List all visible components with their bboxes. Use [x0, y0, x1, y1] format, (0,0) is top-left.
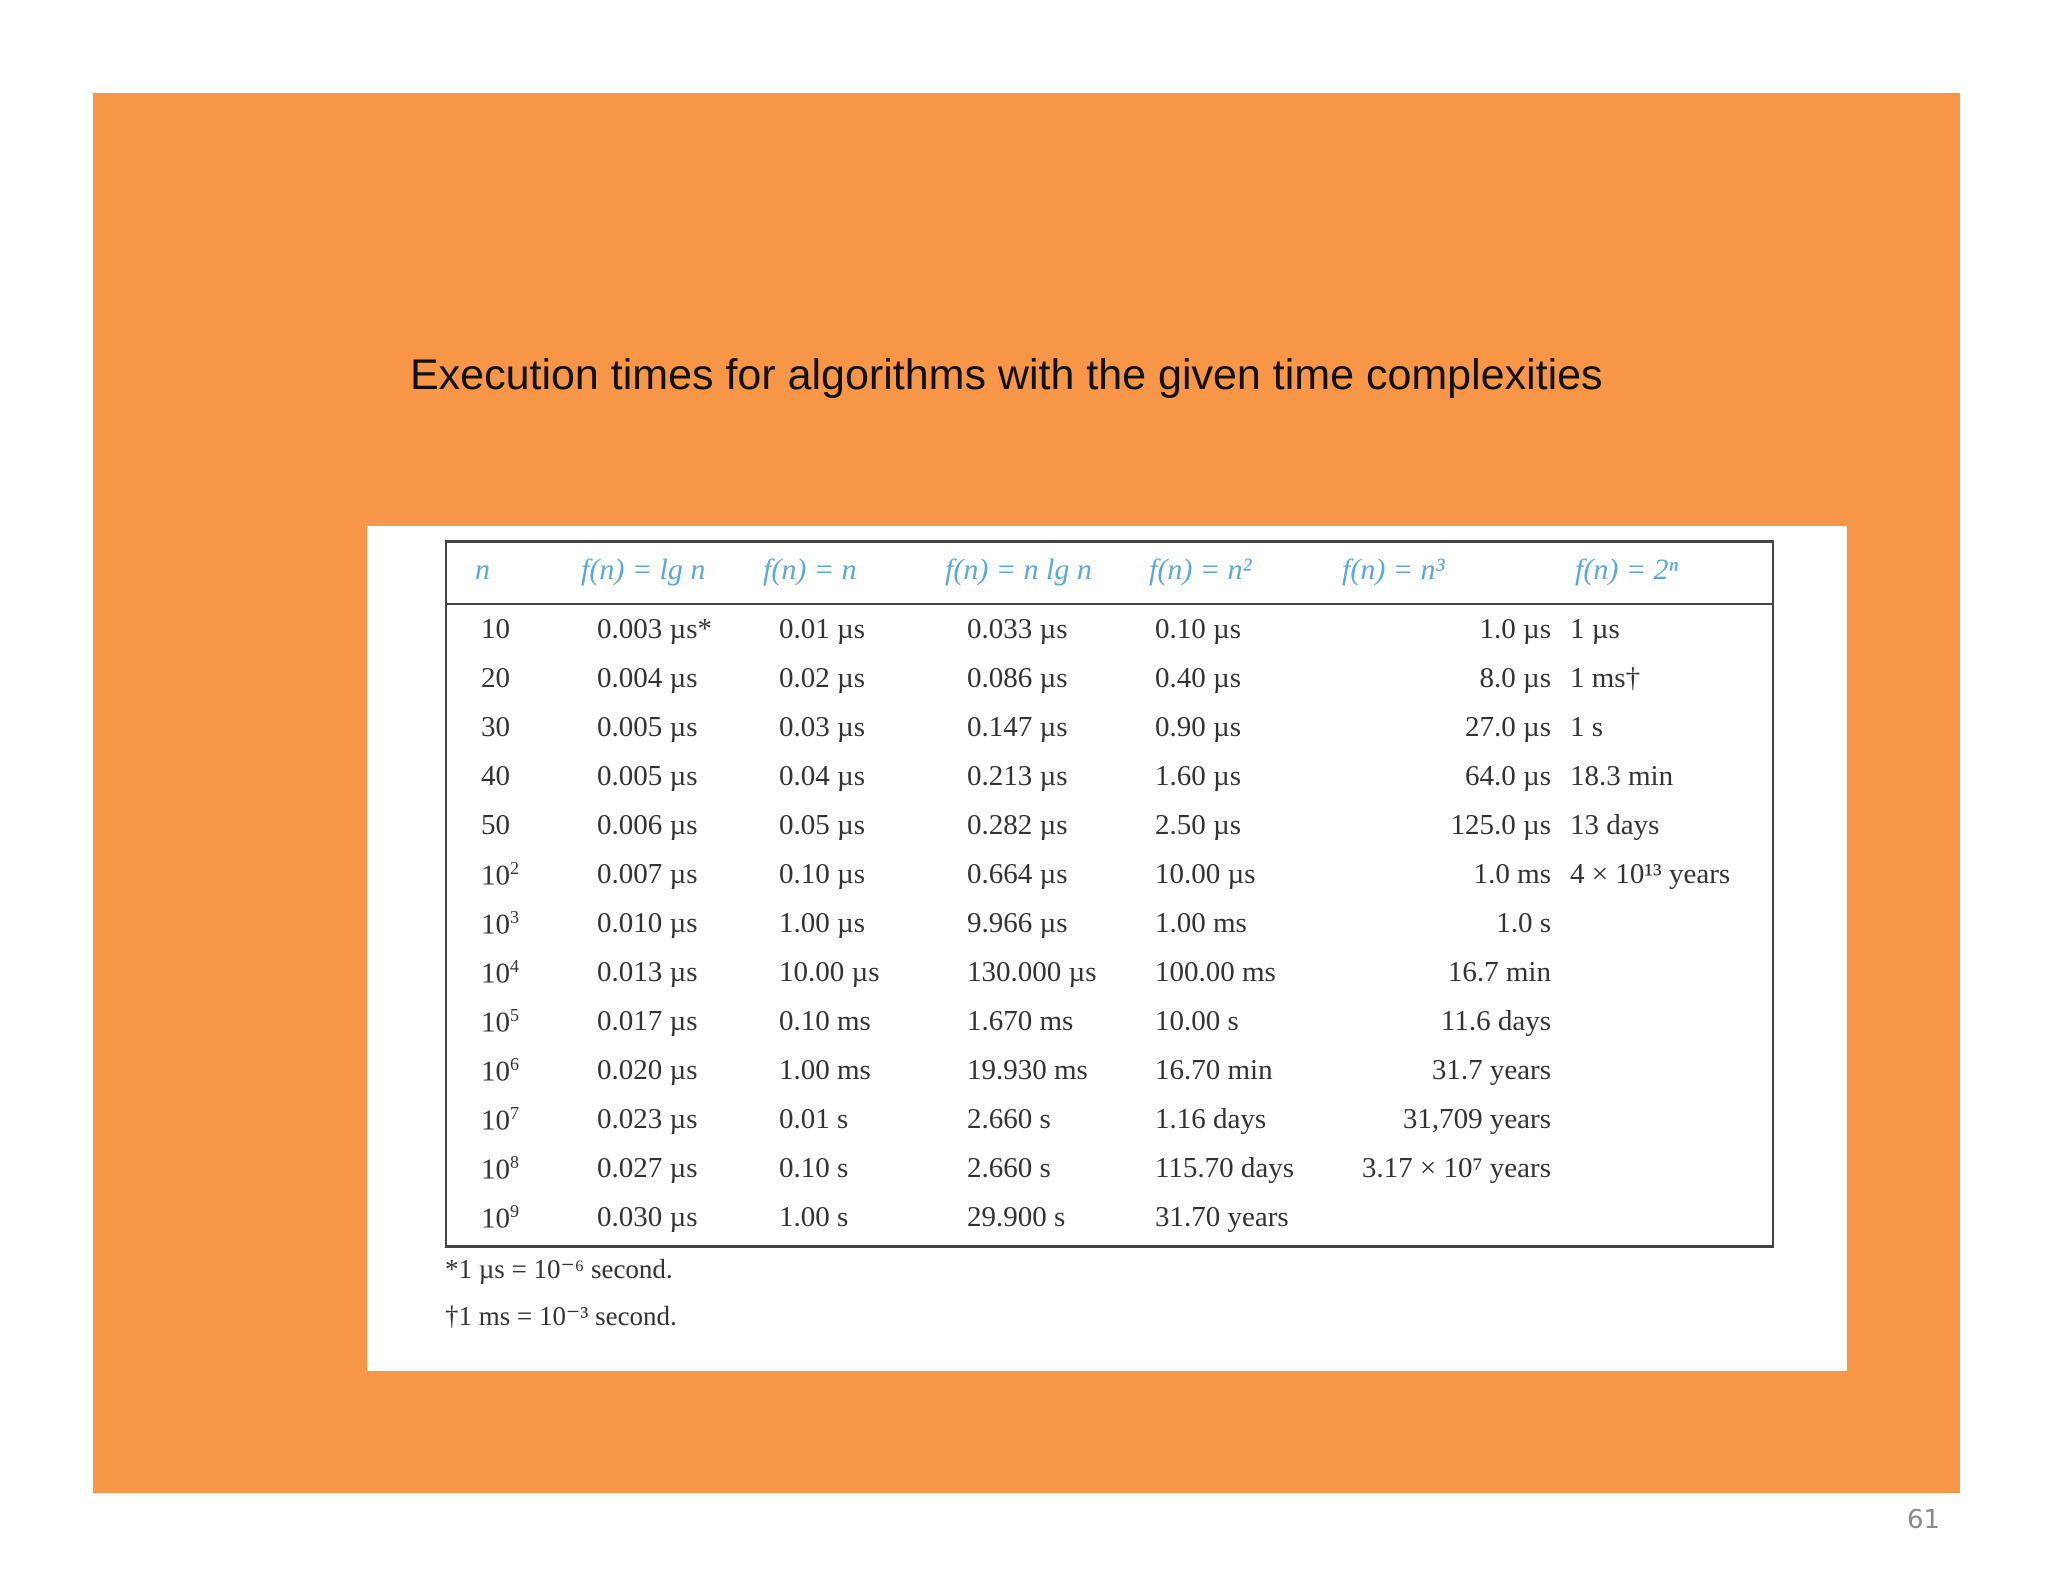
page-number: 61: [1907, 1505, 1941, 1535]
table-row: [447, 1201, 1772, 1250]
footnote-millisecond: †1 ms = 10⁻³ second.: [445, 1301, 677, 1331]
table-cell: 100.00 ms: [1155, 956, 1276, 988]
table-cell: 0.027 µs: [597, 1152, 698, 1184]
table-cell: 1.00 ms: [1155, 907, 1247, 939]
table-row: [447, 858, 1772, 907]
table-cell: 0.213 µs: [967, 760, 1068, 792]
header-n: n: [475, 553, 490, 586]
cell-n-base: 30: [481, 711, 510, 743]
table-cell: 0.023 µs: [597, 1103, 698, 1135]
cell-n: [481, 1054, 519, 1089]
execution-times-table: [445, 540, 1774, 1248]
cell-n-base: 10: [481, 859, 510, 892]
table-cell: 0.03 µs: [779, 711, 865, 743]
table-cell: 0.10 s: [779, 1152, 849, 1184]
cell-n-base: 10: [481, 1202, 510, 1235]
cell-n: [481, 613, 510, 646]
cell-n: [481, 809, 510, 842]
cell-n-base: 10: [481, 1104, 510, 1137]
table-cell: 0.004 µs: [597, 662, 698, 694]
table-cell: 1.0 ms: [1473, 858, 1551, 890]
table-header-row: [447, 543, 1772, 605]
cell-n-base: 20: [481, 662, 510, 694]
table-cell: 2.660 s: [967, 1152, 1051, 1184]
table-cell: 1.60 µs: [1155, 760, 1241, 792]
cell-n: [481, 662, 510, 695]
table-cell: 0.010 µs: [597, 907, 698, 939]
table-row: [447, 711, 1772, 760]
table-cell: 0.007 µs: [597, 858, 698, 890]
table-row: [447, 1152, 1772, 1201]
table-row: [447, 613, 1772, 662]
cell-n-exponent: 5: [510, 1005, 519, 1025]
table-row: [447, 662, 1772, 711]
header-2-pow-n: f(n) = 2ⁿ: [1575, 553, 1679, 586]
table-row: [447, 1054, 1772, 1103]
header-n-lg-n: f(n) = n lg n: [945, 553, 1092, 586]
cell-n-exponent: 9: [510, 1201, 519, 1221]
table-cell: 16.70 min: [1155, 1054, 1273, 1086]
table-cell: 0.013 µs: [597, 956, 698, 988]
table-cell: 0.030 µs: [597, 1201, 698, 1233]
table-cell: 2.50 µs: [1155, 809, 1241, 841]
table-cell: 13 days: [1570, 809, 1660, 841]
table-cell: 19.930 ms: [967, 1054, 1088, 1086]
table-cell: 1.00 s: [779, 1201, 849, 1233]
table-cell: 31,709 years: [1402, 1103, 1551, 1135]
table-image-panel: [367, 526, 1847, 1371]
table-cell: 1.670 ms: [967, 1005, 1074, 1037]
cell-n-base: 40: [481, 760, 510, 792]
cell-n-exponent: 7: [510, 1103, 519, 1123]
header-n-cubed: f(n) = n³: [1342, 553, 1445, 586]
table-cell: 0.40 µs: [1155, 662, 1241, 694]
table-cell: 0.147 µs: [967, 711, 1068, 743]
table-cell: 0.10 µs: [779, 858, 865, 890]
slide-title: Execution times for algorithms with the given time complexities: [410, 351, 1603, 399]
table-cell: 115.70 days: [1155, 1152, 1295, 1184]
table-cell: 0.10 ms: [779, 1005, 871, 1037]
cell-n-exponent: 3: [510, 907, 519, 927]
table-cell: 1 ms†: [1570, 662, 1641, 694]
table-cell: 0.10 µs: [1155, 613, 1241, 645]
table-cell: 1.00 µs: [779, 907, 865, 939]
header-n-squared: f(n) = n²: [1149, 553, 1252, 586]
table-cell: 8.0 µs: [1479, 662, 1551, 694]
table-cell: 0.05 µs: [779, 809, 865, 841]
table-cell: 64.0 µs: [1465, 760, 1551, 792]
cell-n: [481, 1152, 519, 1187]
table-cell: 3.17 × 10⁷ years: [1361, 1152, 1551, 1184]
footnote-microsecond: *1 µs = 10⁻⁶ second.: [445, 1254, 673, 1284]
cell-n-base: 10: [481, 957, 510, 990]
table-cell: 1.0 µs: [1479, 613, 1551, 645]
table-cell: 1.16 days: [1155, 1103, 1267, 1135]
cell-n-base: 50: [481, 809, 510, 841]
table-cell: 1 s: [1570, 711, 1604, 743]
slide: [93, 93, 1960, 1535]
table-cell: 0.04 µs: [779, 760, 865, 792]
table-cell: 10.00 µs: [1155, 858, 1256, 890]
table-cell: 27.0 µs: [1465, 711, 1551, 743]
table-cell: 4 × 10¹³ years: [1570, 858, 1731, 890]
table-cell: 130.000 µs: [967, 956, 1097, 988]
cell-n-exponent: 4: [510, 956, 519, 976]
cell-n: [481, 858, 519, 893]
table-row: [447, 809, 1772, 858]
table-cell: 10.00 µs: [779, 956, 880, 988]
table-cell: 1.0 s: [1496, 907, 1551, 939]
table-cell: 125.0 µs: [1450, 809, 1551, 841]
cell-n-base: 10: [481, 613, 510, 645]
table-cell: 0.020 µs: [597, 1054, 698, 1086]
table-cell: 0.005 µs: [597, 760, 698, 792]
table-row: [447, 956, 1772, 1005]
table-row: [447, 1005, 1772, 1054]
table-cell: 0.003 µs*: [597, 613, 712, 645]
cell-n-exponent: 8: [510, 1152, 519, 1172]
table-cell: 0.033 µs: [967, 613, 1068, 645]
table-cell: 9.966 µs: [967, 907, 1068, 939]
table-cell: 0.005 µs: [597, 711, 698, 743]
table-row: [447, 1103, 1772, 1152]
table-cell: 29.900 s: [967, 1201, 1066, 1233]
table-cell: 11.6 days: [1440, 1005, 1551, 1037]
table-cell: 0.90 µs: [1155, 711, 1241, 743]
table-cell: 0.017 µs: [597, 1005, 698, 1037]
table-cell: 18.3 min: [1570, 760, 1674, 792]
table-cell: 16.7 min: [1447, 956, 1551, 988]
table-cell: 1.00 ms: [779, 1054, 871, 1086]
header-lg-n: f(n) = lg n: [581, 553, 706, 586]
cell-n: [481, 907, 519, 942]
table-row: [447, 907, 1772, 956]
table-cell: 0.086 µs: [967, 662, 1068, 694]
table-cell: 1 µs: [1570, 613, 1620, 645]
table-cell: 31.70 years: [1155, 1201, 1289, 1233]
table-row: [447, 760, 1772, 809]
table-cell: 2.660 s: [967, 1103, 1051, 1135]
cell-n-base: 10: [481, 1006, 510, 1039]
cell-n: [481, 1005, 519, 1040]
cell-n-base: 10: [481, 908, 510, 941]
header-n-linear: f(n) = n: [763, 553, 857, 586]
cell-n: [481, 760, 510, 793]
cell-n-base: 10: [481, 1055, 510, 1088]
table-cell: 0.006 µs: [597, 809, 698, 841]
cell-n: [481, 1201, 519, 1236]
cell-n-exponent: 6: [510, 1054, 519, 1074]
table-cell: 0.01 s: [779, 1103, 849, 1135]
table-cell: 10.00 s: [1155, 1005, 1239, 1037]
cell-n: [481, 956, 519, 991]
cell-n: [481, 1103, 519, 1138]
cell-n: [481, 711, 510, 744]
table-cell: 0.282 µs: [967, 809, 1068, 841]
table-cell: 0.01 µs: [779, 613, 865, 645]
table-body: [447, 605, 1772, 1245]
cell-n-base: 10: [481, 1153, 510, 1186]
table-cell: 0.664 µs: [967, 858, 1068, 890]
cell-n-exponent: 2: [510, 858, 519, 878]
table-cell: 31.7 years: [1431, 1054, 1551, 1086]
table-cell: 0.02 µs: [779, 662, 865, 694]
